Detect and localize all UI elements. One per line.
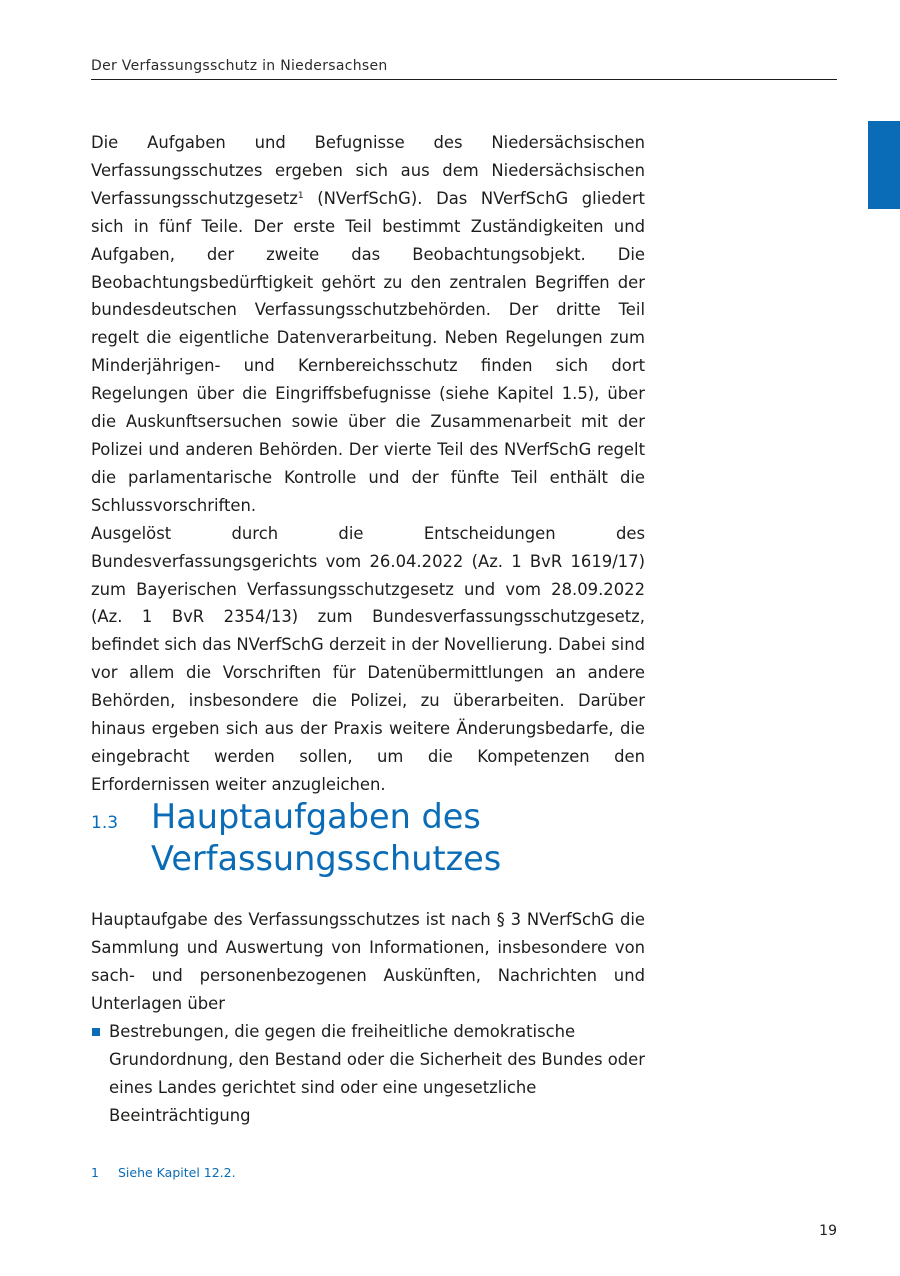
footnote-text[interactable]: Siehe Kapitel 12.2.	[118, 1165, 236, 1180]
page-number: 19	[819, 1223, 837, 1239]
intro-paragraph-1	[91, 129, 645, 520]
running-header	[91, 58, 837, 80]
section-heading-line-2: Verfassungsschutzes	[151, 839, 502, 878]
list-item	[91, 1018, 645, 1130]
list-item-text: Bestrebungen, die gegen die freiheitliche demokratische Grundordnung, den Bestand oder die Sicherheit des Bundes oder eines Landes gerichtet sind oder eine ungesetzliche Beeinträchtigung	[109, 1022, 645, 1125]
section-text	[91, 906, 645, 1018]
intro-paragraph-1-end: (NVerfSchG). Das NVerfSchG gliedert sich in fünf Teile. Der erste Teil bestimmt Zuständigkeiten und Aufgaben, der zweite das Beobachtungsobjekt. Die Beobachtungsbedürftigkeit gehört zu den zentralen Begriffen der bundesdeutschen Verfassungsschutzbehörden. Der dritte Teil regelt die eigentliche Datenverarbeitung. Neben Regelungen zum Minderjährigen- und Kernbereichsschutz finden sich dort Regelungen über die Eingriffsbefugnisse (siehe Kapitel 1.5), über die Auskunftsersuchen sowie über die Zusammenarbeit mit der Polizei und anderen Behörden. Der vierte Teil des NVerfSchG regelt die parlamentarische Kontrolle und der fünfte Teil enthält die Schlussvorschriften.	[91, 188, 645, 515]
footnote-number: 1	[91, 1165, 99, 1180]
intro-text	[91, 129, 645, 799]
footnote	[91, 1165, 236, 1180]
intro-paragraph-2: Ausgelöst durch die Entscheidungen des Bundesverfassungsgerichts vom 26.04.2022 (Az. 1 BvR 1619/17) zum Bayerischen Verfassungsschutzgesetz und vom 28.09.2022 (Az. 1 BvR 2354/13) zum Bundesverfassungsschutzgesetz, befindet sich das NVerfSchG derzeit in der Novellierung. Dabei sind vor allem die Vorschriften für Datenübermittlungen an andere Behörden, insbesondere die Polizei, zu überarbeiten. Darüber hinaus ergeben sich aus der Praxis weitere Änderungsbedarfe, die eingebracht werden sollen, um die Kompetenzen den Erfordernissen weiter anzugleichen.	[91, 523, 645, 794]
section-heading-line-1: Hauptaufgaben des	[151, 797, 481, 836]
task-bullet-list	[91, 1018, 645, 1130]
section-number: 1.3	[91, 813, 119, 833]
intro-paragraph-1-start: Die Aufgaben und Befugnisse des Niedersächsischen Verfassungsschutzes ergeben sich aus dem Niedersächsischen Verfassungsschutzgesetz	[91, 133, 645, 208]
section-heading	[151, 796, 671, 880]
square-bullet-icon	[92, 1028, 100, 1036]
chapter-marker-tab	[868, 121, 900, 209]
running-header-title: Der Verfassungsschutz in Niedersachsen	[91, 58, 388, 74]
section-paragraph: Hauptaufgabe des Verfassungsschutzes ist nach § 3 NVerfSchG die Sammlung und Auswertung von Informationen, insbesondere von sach- und personenbezogenen Auskünften, Nachrichten und Unterlagen über	[91, 910, 645, 1013]
footnote-reference[interactable]: 1	[297, 190, 304, 201]
